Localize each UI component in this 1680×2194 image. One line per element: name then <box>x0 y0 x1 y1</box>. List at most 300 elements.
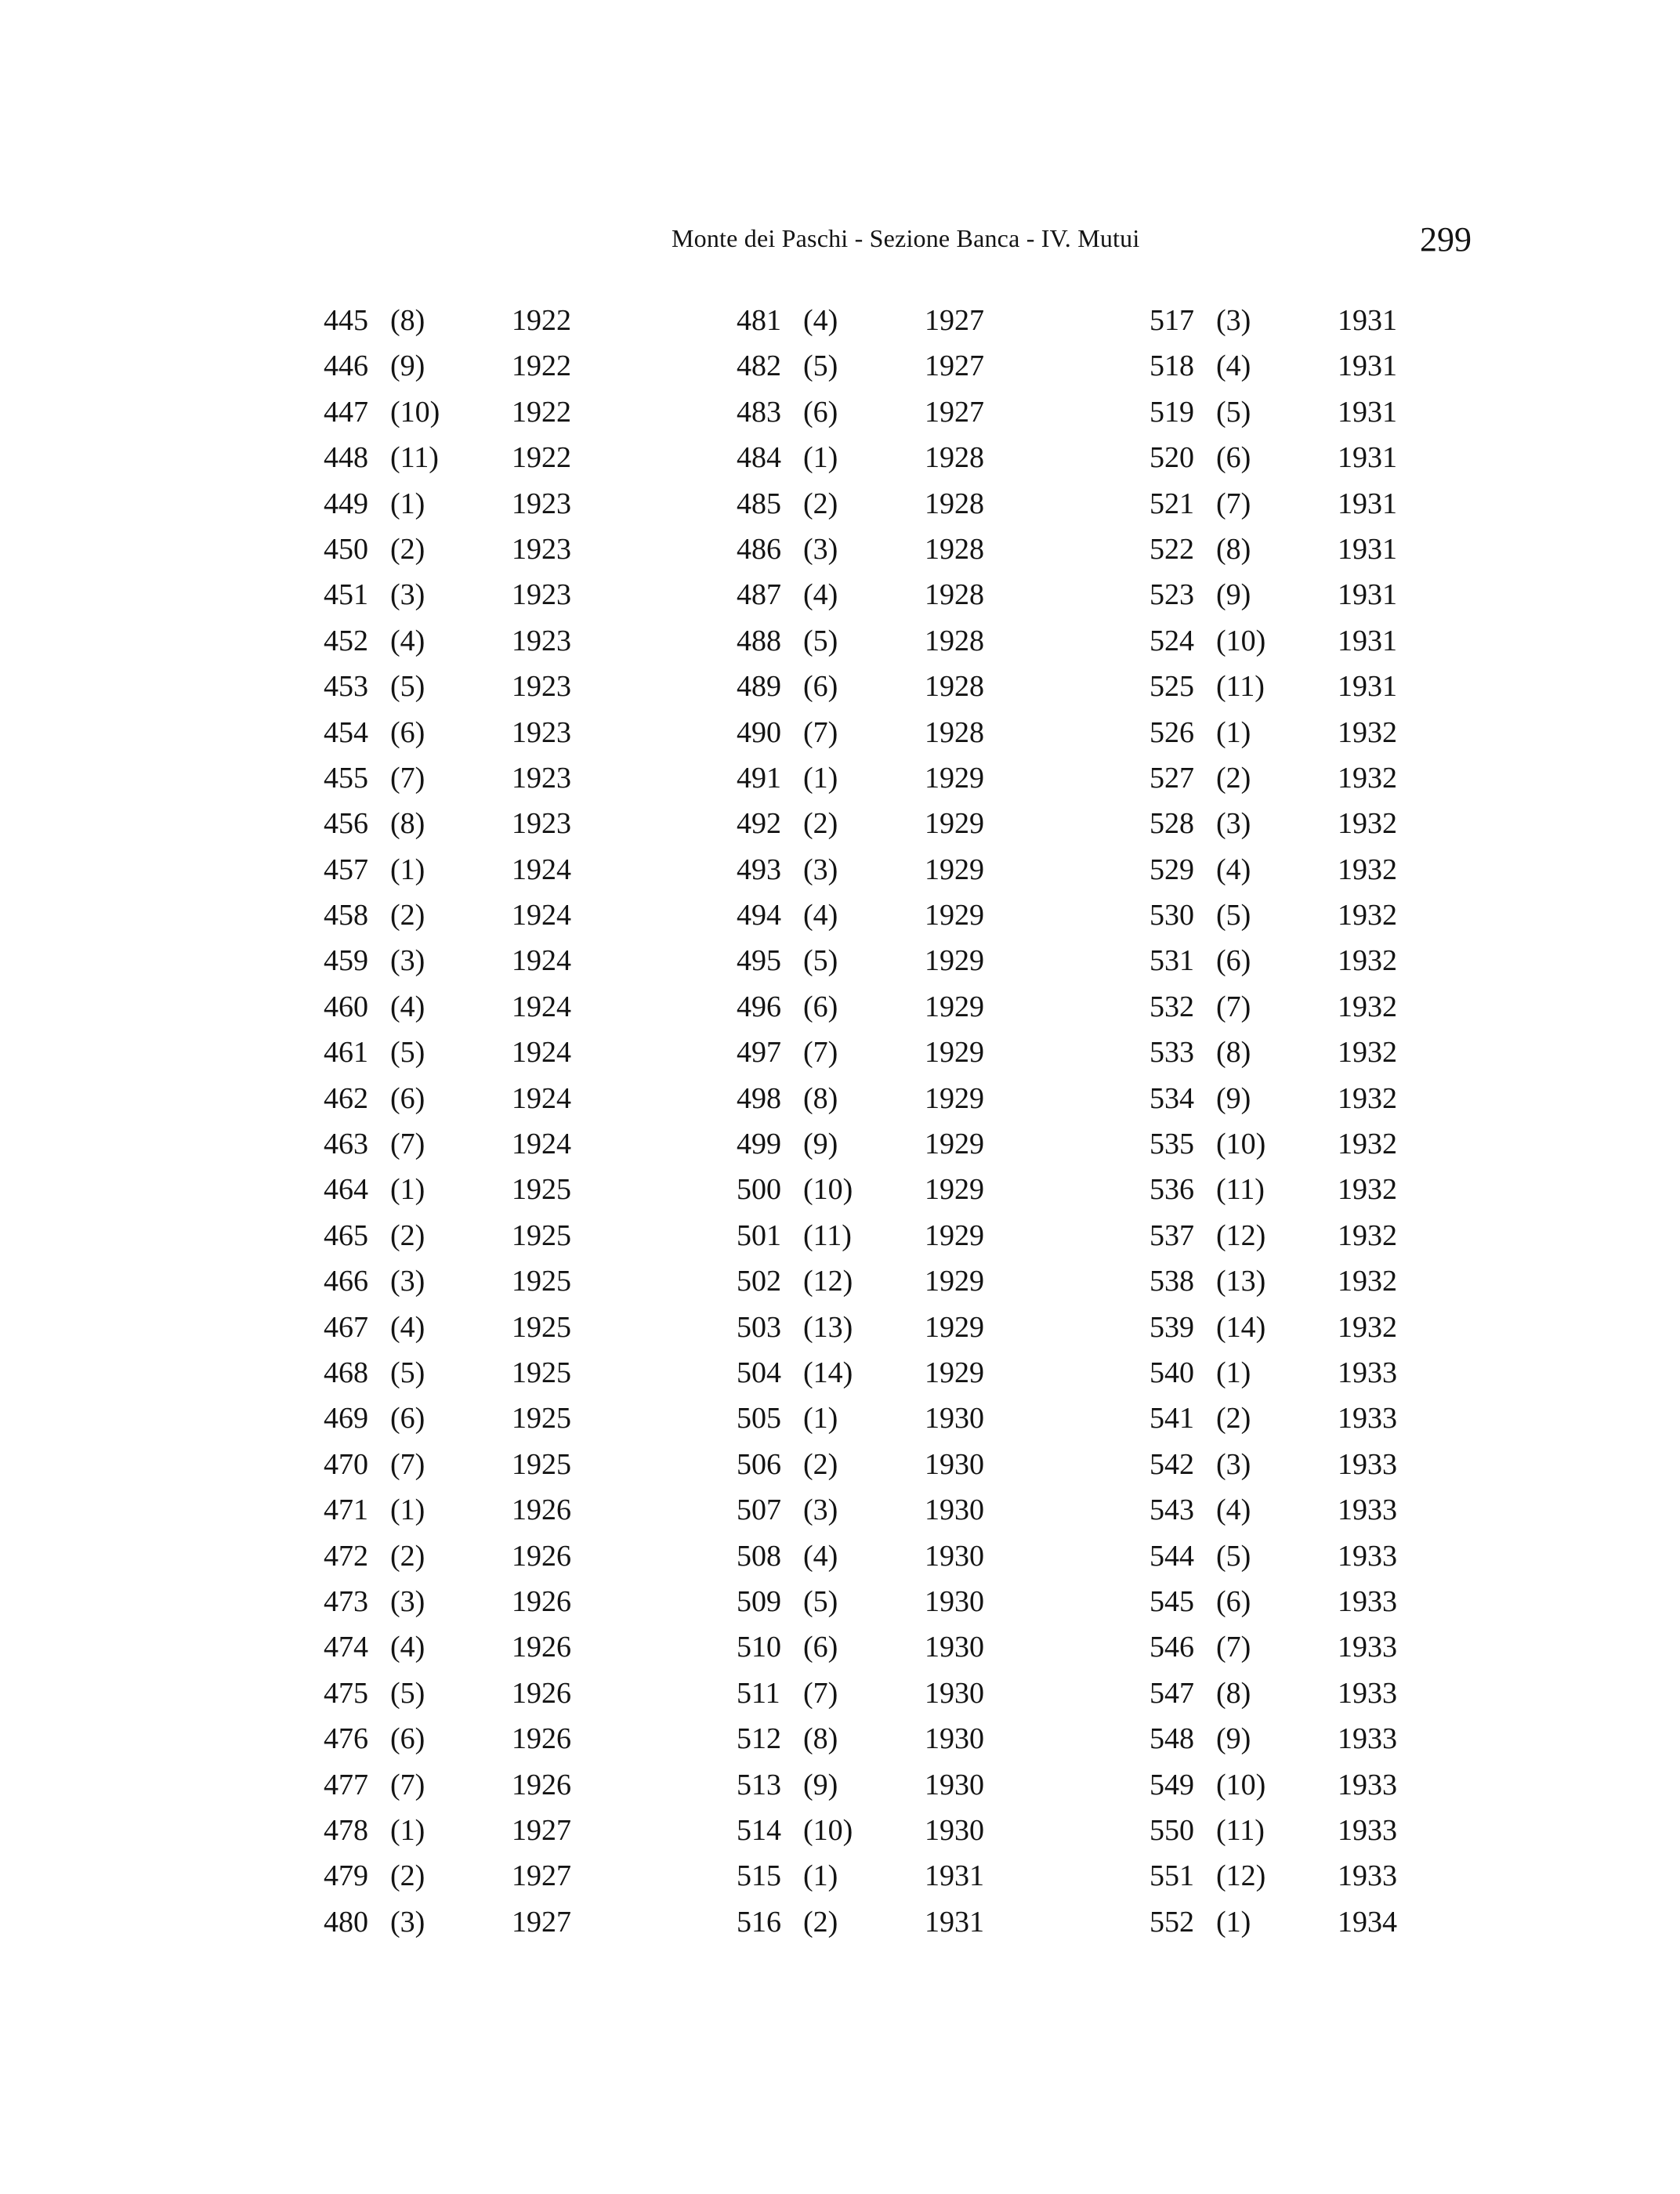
entry-year: 1923 <box>512 761 571 795</box>
entry-sequence: (2) <box>390 1859 425 1893</box>
entry-sequence: (11) <box>1216 670 1265 704</box>
entry-year: 1929 <box>925 761 984 795</box>
entry-number: 471 <box>324 1493 368 1527</box>
entry-sequence: (2) <box>803 1905 838 1939</box>
entry-number: 487 <box>737 578 781 612</box>
register-entry <box>737 1167 1034 1212</box>
entry-sequence: (6) <box>390 1722 425 1756</box>
register-entry <box>324 1853 621 1899</box>
entry-number: 496 <box>737 990 781 1023</box>
entry-year: 1931 <box>1338 441 1397 475</box>
entry-sequence: (12) <box>1216 1859 1266 1893</box>
entry-year: 1932 <box>1338 899 1397 932</box>
entry-year: 1924 <box>512 899 571 932</box>
entry-year: 1930 <box>925 1631 984 1664</box>
register-entry <box>324 1762 621 1808</box>
register-entry <box>324 801 621 846</box>
entry-number: 452 <box>324 624 368 657</box>
entry-sequence: (11) <box>803 1218 852 1252</box>
entry-sequence: (3) <box>1216 1447 1251 1481</box>
register-entry <box>1150 572 1447 617</box>
entry-number: 495 <box>737 944 781 978</box>
register-entry <box>324 1258 621 1304</box>
register-entry <box>1150 938 1447 983</box>
entry-sequence: (5) <box>390 1676 425 1710</box>
entry-number: 454 <box>324 715 368 749</box>
entry-year: 1933 <box>1338 1356 1397 1389</box>
entry-number: 547 <box>1150 1676 1194 1710</box>
register-entry <box>1150 1396 1447 1441</box>
entry-sequence: (4) <box>390 624 425 657</box>
entry-year: 1930 <box>925 1722 984 1756</box>
entry-number: 486 <box>737 532 781 566</box>
entry-year: 1933 <box>1338 1631 1397 1664</box>
entry-year: 1923 <box>512 807 571 841</box>
register-entry <box>1150 1350 1447 1396</box>
register-entry <box>737 1762 1034 1808</box>
entry-sequence: (9) <box>390 349 425 383</box>
entry-year: 1931 <box>1338 487 1397 520</box>
entry-year: 1933 <box>1338 1813 1397 1847</box>
register-entry <box>737 1533 1034 1579</box>
entry-year: 1933 <box>1338 1493 1397 1527</box>
entry-year: 1923 <box>512 715 571 749</box>
entry-sequence: (10) <box>803 1173 853 1207</box>
entry-number: 493 <box>737 853 781 886</box>
register-entry <box>324 1579 621 1624</box>
entry-sequence: (14) <box>803 1356 853 1389</box>
entry-sequence: (3) <box>390 1584 425 1618</box>
entry-year: 1930 <box>925 1813 984 1847</box>
entry-year: 1931 <box>1338 304 1397 337</box>
entry-sequence: (5) <box>1216 1539 1251 1573</box>
register-entry <box>324 664 621 709</box>
entry-year: 1929 <box>925 899 984 932</box>
register-entry <box>737 1305 1034 1350</box>
entry-number: 544 <box>1150 1539 1194 1573</box>
entry-sequence: (7) <box>803 1036 838 1070</box>
entry-year: 1927 <box>512 1813 571 1847</box>
register-entry <box>1150 1213 1447 1258</box>
entry-number: 529 <box>1150 853 1194 886</box>
entry-year: 1925 <box>512 1218 571 1252</box>
entry-year: 1932 <box>1338 853 1397 886</box>
register-entry <box>324 892 621 938</box>
register-entry <box>1150 1579 1447 1624</box>
entry-sequence: (9) <box>1216 578 1251 612</box>
register-entry <box>737 801 1034 846</box>
entry-number: 522 <box>1150 532 1194 566</box>
entry-sequence: (10) <box>1216 1768 1266 1801</box>
entry-year: 1928 <box>925 487 984 520</box>
entry-number: 465 <box>324 1218 368 1252</box>
entry-sequence: (1) <box>1216 715 1251 749</box>
entry-year: 1929 <box>925 1265 984 1298</box>
entry-number: 526 <box>1150 715 1194 749</box>
register-entry <box>1150 1533 1447 1579</box>
entry-sequence: (2) <box>803 1447 838 1481</box>
entry-year: 1923 <box>512 670 571 704</box>
entry-number: 511 <box>737 1676 780 1710</box>
entry-year: 1927 <box>512 1905 571 1939</box>
entry-sequence: (7) <box>1216 1631 1251 1664</box>
entry-sequence: (4) <box>390 1310 425 1344</box>
entry-sequence: (5) <box>390 670 425 704</box>
register-entry <box>737 298 1034 343</box>
register-entry <box>737 481 1034 527</box>
entry-sequence: (7) <box>1216 487 1251 520</box>
register-entry <box>324 343 621 389</box>
entry-sequence: (8) <box>1216 1676 1251 1710</box>
entry-number: 540 <box>1150 1356 1194 1389</box>
entry-number: 468 <box>324 1356 368 1389</box>
register-entry <box>737 1442 1034 1487</box>
entry-sequence: (2) <box>390 1539 425 1573</box>
entry-number: 535 <box>1150 1128 1194 1161</box>
entry-number: 461 <box>324 1036 368 1070</box>
entry-year: 1930 <box>925 1447 984 1481</box>
entry-year: 1926 <box>512 1631 571 1664</box>
entry-sequence: (3) <box>1216 807 1251 841</box>
register-entry <box>1150 1808 1447 1853</box>
entry-sequence: (7) <box>803 715 838 749</box>
entry-year: 1930 <box>925 1539 984 1573</box>
entry-sequence: (2) <box>390 532 425 566</box>
entry-sequence: (2) <box>390 899 425 932</box>
register-entry <box>324 1808 621 1853</box>
entry-year: 1922 <box>512 395 571 429</box>
entry-sequence: (4) <box>803 1539 838 1573</box>
register-entry <box>324 1396 621 1441</box>
entry-year: 1929 <box>925 1173 984 1207</box>
entry-year: 1929 <box>925 1081 984 1115</box>
register-entry <box>324 1442 621 1487</box>
register-entry <box>1150 1624 1447 1670</box>
entry-number: 503 <box>737 1310 781 1344</box>
entry-number: 525 <box>1150 670 1194 704</box>
entry-sequence: (2) <box>1216 1402 1251 1436</box>
entry-year: 1933 <box>1338 1859 1397 1893</box>
entry-number: 502 <box>737 1265 781 1298</box>
entry-year: 1924 <box>512 853 571 886</box>
entry-sequence: (4) <box>803 304 838 337</box>
register-entry <box>324 1030 621 1075</box>
entry-year: 1923 <box>512 624 571 657</box>
header-title: Monte dei Paschi - Sezione Banca - IV. Mutui <box>672 224 1140 252</box>
running-head <box>0 219 1680 266</box>
register-entry <box>1150 389 1447 435</box>
entry-year: 1931 <box>1338 578 1397 612</box>
entry-number: 459 <box>324 944 368 978</box>
register-entry <box>1150 1030 1447 1075</box>
register-entry <box>1150 710 1447 755</box>
entry-sequence: (5) <box>803 349 838 383</box>
entry-sequence: (7) <box>390 761 425 795</box>
register-entry <box>737 755 1034 801</box>
entry-sequence: (4) <box>390 990 425 1023</box>
entry-number: 474 <box>324 1631 368 1664</box>
entry-sequence: (8) <box>803 1722 838 1756</box>
entry-number: 546 <box>1150 1631 1194 1664</box>
entry-sequence: (5) <box>803 1584 838 1618</box>
entry-year: 1926 <box>512 1539 571 1573</box>
entry-number: 519 <box>1150 395 1194 429</box>
entry-sequence: (12) <box>803 1265 853 1298</box>
entry-sequence: (6) <box>803 990 838 1023</box>
register-entry <box>324 435 621 480</box>
entry-sequence: (10) <box>390 395 440 429</box>
entry-number: 485 <box>737 487 781 520</box>
entry-number: 464 <box>324 1173 368 1207</box>
entry-number: 521 <box>1150 487 1194 520</box>
entry-year: 1929 <box>925 1218 984 1252</box>
register-entry <box>1150 1716 1447 1761</box>
entry-sequence: (6) <box>390 715 425 749</box>
entry-sequence: (6) <box>1216 944 1251 978</box>
entry-number: 550 <box>1150 1813 1194 1847</box>
register-entry <box>737 664 1034 709</box>
entry-number: 481 <box>737 304 781 337</box>
entry-number: 477 <box>324 1768 368 1801</box>
entry-year: 1925 <box>512 1402 571 1436</box>
entry-number: 509 <box>737 1584 781 1618</box>
entry-number: 460 <box>324 990 368 1023</box>
entry-sequence: (3) <box>803 1493 838 1527</box>
register-entry <box>1150 1762 1447 1808</box>
entry-sequence: (4) <box>1216 1493 1251 1527</box>
entry-sequence: (2) <box>803 807 838 841</box>
entry-number: 504 <box>737 1356 781 1389</box>
register-entry <box>1150 481 1447 527</box>
entry-number: 542 <box>1150 1447 1194 1481</box>
entry-number: 506 <box>737 1447 781 1481</box>
register-entry <box>1150 801 1447 846</box>
entry-year: 1929 <box>925 990 984 1023</box>
entry-year: 1922 <box>512 304 571 337</box>
entry-sequence: (7) <box>390 1447 425 1481</box>
entry-year: 1932 <box>1338 1265 1397 1298</box>
entry-year: 1930 <box>925 1402 984 1436</box>
entry-number: 492 <box>737 807 781 841</box>
entry-year: 1926 <box>512 1493 571 1527</box>
entry-sequence: (10) <box>1216 624 1266 657</box>
entry-number: 480 <box>324 1905 368 1939</box>
entry-year: 1932 <box>1338 1173 1397 1207</box>
entry-year: 1933 <box>1338 1584 1397 1618</box>
entry-number: 507 <box>737 1493 781 1527</box>
entry-year: 1922 <box>512 349 571 383</box>
entry-sequence: (8) <box>1216 1036 1251 1070</box>
register-entry <box>737 1030 1034 1075</box>
entry-year: 1933 <box>1338 1722 1397 1756</box>
entry-sequence: (5) <box>803 624 838 657</box>
entry-number: 527 <box>1150 761 1194 795</box>
register-entry <box>1150 1853 1447 1899</box>
entry-year: 1922 <box>512 441 571 475</box>
register-entry <box>324 1121 621 1167</box>
register-entry <box>737 938 1034 983</box>
register-entry <box>324 1305 621 1350</box>
register-entry <box>1150 1442 1447 1487</box>
entry-number: 467 <box>324 1310 368 1344</box>
entry-sequence: (10) <box>1216 1128 1266 1161</box>
entry-year: 1923 <box>512 578 571 612</box>
register-entry <box>324 755 621 801</box>
entry-number: 488 <box>737 624 781 657</box>
register-entry <box>1150 1899 1447 1945</box>
entry-year: 1928 <box>925 532 984 566</box>
register-entry <box>737 1579 1034 1624</box>
entry-year: 1927 <box>925 395 984 429</box>
entry-sequence: (8) <box>1216 532 1251 566</box>
entry-number: 536 <box>1150 1173 1194 1207</box>
entry-year: 1929 <box>925 944 984 978</box>
entry-year: 1931 <box>1338 532 1397 566</box>
entry-number: 453 <box>324 670 368 704</box>
entry-sequence: (1) <box>803 761 838 795</box>
entry-number: 489 <box>737 670 781 704</box>
entry-number: 531 <box>1150 944 1194 978</box>
entry-year: 1932 <box>1338 1310 1397 1344</box>
register-entry <box>324 1624 621 1670</box>
entry-number: 498 <box>737 1081 781 1115</box>
entry-sequence: (4) <box>390 1631 425 1664</box>
entry-number: 530 <box>1150 899 1194 932</box>
entry-sequence: (8) <box>390 304 425 337</box>
entry-number: 466 <box>324 1265 368 1298</box>
register-entry <box>1150 343 1447 389</box>
entry-number: 505 <box>737 1402 781 1436</box>
entry-sequence: (4) <box>803 899 838 932</box>
register-entry <box>737 1213 1034 1258</box>
entry-number: 513 <box>737 1768 781 1801</box>
register-entry <box>737 389 1034 435</box>
entry-sequence: (10) <box>803 1813 853 1847</box>
entry-sequence: (6) <box>803 395 838 429</box>
register-entry <box>1150 1305 1447 1350</box>
entry-year: 1928 <box>925 441 984 475</box>
entry-number: 490 <box>737 715 781 749</box>
register-entry <box>1150 298 1447 343</box>
entry-number: 523 <box>1150 578 1194 612</box>
entry-sequence: (2) <box>390 1218 425 1252</box>
entry-sequence: (9) <box>1216 1722 1251 1756</box>
entry-sequence: (7) <box>390 1768 425 1801</box>
entry-year: 1929 <box>925 1036 984 1070</box>
entry-year: 1925 <box>512 1356 571 1389</box>
entry-sequence: (7) <box>390 1128 425 1161</box>
entry-number: 456 <box>324 807 368 841</box>
entry-number: 510 <box>737 1631 781 1664</box>
register-entry <box>324 527 621 572</box>
entry-number: 537 <box>1150 1218 1194 1252</box>
entry-number: 545 <box>1150 1584 1194 1618</box>
entry-sequence: (3) <box>803 532 838 566</box>
entry-sequence: (1) <box>1216 1905 1251 1939</box>
entry-number: 512 <box>737 1722 781 1756</box>
register-entry <box>324 847 621 892</box>
entry-number: 463 <box>324 1128 368 1161</box>
entry-number: 515 <box>737 1859 781 1893</box>
entry-year: 1932 <box>1338 1128 1397 1161</box>
register-entry <box>1150 1671 1447 1716</box>
entry-sequence: (5) <box>1216 395 1251 429</box>
entry-year: 1928 <box>925 578 984 612</box>
register-entry <box>1150 1487 1447 1533</box>
register-entry <box>324 618 621 664</box>
entry-number: 448 <box>324 441 368 475</box>
register-entry <box>737 1808 1034 1853</box>
register-entry <box>324 1671 621 1716</box>
entry-year: 1927 <box>512 1859 571 1893</box>
entry-year: 1929 <box>925 853 984 886</box>
register-entry <box>324 984 621 1030</box>
entry-number: 494 <box>737 899 781 932</box>
register-entry <box>324 1716 621 1761</box>
entry-year: 1932 <box>1338 1218 1397 1252</box>
entry-year: 1933 <box>1338 1402 1397 1436</box>
register-column-right <box>1150 298 1447 1945</box>
entry-number: 469 <box>324 1402 368 1436</box>
entry-sequence: (3) <box>390 944 425 978</box>
register-entry <box>1150 435 1447 480</box>
register-entry <box>324 1167 621 1212</box>
entry-number: 508 <box>737 1539 781 1573</box>
register-entry <box>737 435 1034 480</box>
entry-year: 1924 <box>512 944 571 978</box>
entry-sequence: (12) <box>1216 1218 1266 1252</box>
entry-sequence: (1) <box>803 441 838 475</box>
register-column-middle <box>737 298 1034 1945</box>
entry-number: 484 <box>737 441 781 475</box>
entry-year: 1931 <box>1338 395 1397 429</box>
entry-sequence: (8) <box>803 1081 838 1115</box>
entry-number: 476 <box>324 1722 368 1756</box>
entry-sequence: (9) <box>803 1128 838 1161</box>
register-entry <box>737 1487 1034 1533</box>
entry-sequence: (5) <box>390 1356 425 1389</box>
entry-year: 1932 <box>1338 761 1397 795</box>
entry-number: 539 <box>1150 1310 1194 1344</box>
entry-sequence: (11) <box>390 441 439 475</box>
entry-sequence: (8) <box>390 807 425 841</box>
entry-number: 472 <box>324 1539 368 1573</box>
entry-year: 1930 <box>925 1676 984 1710</box>
entry-sequence: (1) <box>390 1173 425 1207</box>
entry-number: 483 <box>737 395 781 429</box>
entry-year: 1927 <box>925 304 984 337</box>
register-entry <box>737 1624 1034 1670</box>
register-entry <box>324 1213 621 1258</box>
entry-sequence: (11) <box>1216 1813 1265 1847</box>
entry-sequence: (1) <box>390 853 425 886</box>
entry-year: 1926 <box>512 1676 571 1710</box>
entry-number: 552 <box>1150 1905 1194 1939</box>
entry-sequence: (5) <box>390 1036 425 1070</box>
entry-sequence: (1) <box>803 1402 838 1436</box>
register-entry <box>737 1899 1034 1945</box>
entry-sequence: (6) <box>390 1081 425 1115</box>
register-entry <box>737 710 1034 755</box>
entry-sequence: (1) <box>390 1813 425 1847</box>
entry-number: 462 <box>324 1081 368 1115</box>
entry-number: 482 <box>737 349 781 383</box>
entry-number: 501 <box>737 1218 781 1252</box>
register-entry <box>324 481 621 527</box>
entry-sequence: (4) <box>1216 349 1251 383</box>
entry-sequence: (13) <box>1216 1265 1266 1298</box>
entry-year: 1929 <box>925 1310 984 1344</box>
